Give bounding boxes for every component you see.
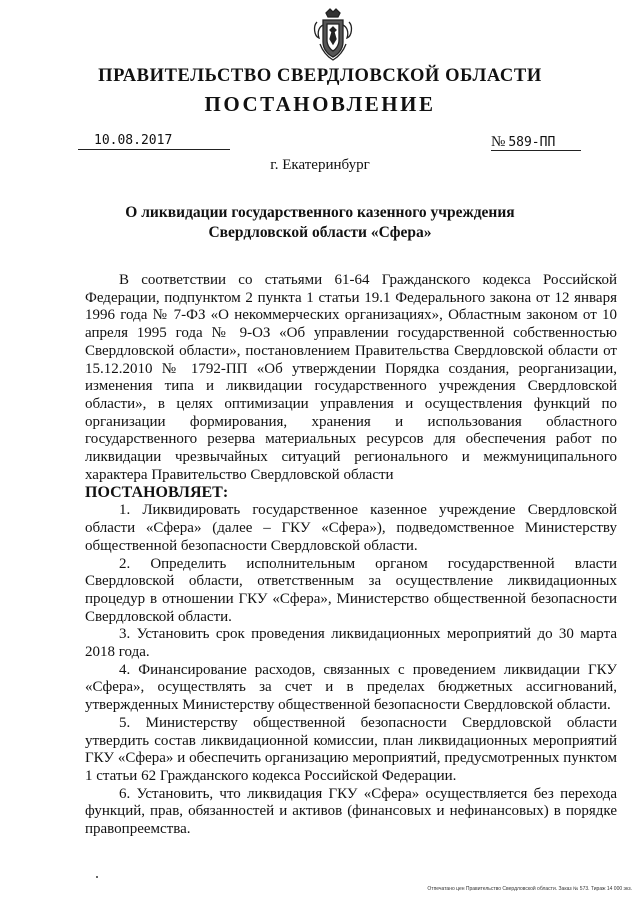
item-paragraph-4: 4. Финансирование расходов, связанных с проведением ликвидации ГКУ «Сфера», осуществлять за счет и в пределах бюджетных ассигнований, утвержденных Министерству общественной безопасности Свердловской области.	[85, 661, 617, 714]
scan-dot	[96, 876, 98, 878]
item-paragraph-6: 6. Установить, что ликвидация ГКУ «Сфера» осуществляется без перехода функций, прав, обязанностей и активов (финансовых и нефинансовых) в порядке правопреемства.	[85, 785, 617, 838]
city-name: г. Екатеринбург	[270, 157, 370, 173]
preamble-paragraph: В соответствии со статьями 61-64 Гражданского кодекса Российской Федерации, подпунктом 2 пункта 1 статьи 19.1 Федерального закона от 12 января 1996 года № 7-ФЗ «О некоммерческих организациях», Областным законом от 10 апреля 1995 года № 9-ОЗ «Об управлении государственной собственностью Свердловской области», постановлением Правительства Свердловской области от 15.12.2010 № 1792-ПП «Об утверждении Порядка создания, реорганизации, изменения типа и ликвидации государственного учреждения Свердловской области», в целях оптимизации управления и осуществления функций по организации формирования, хранения и использования областного государственного резерва материальных ресурсов для обеспечения работ по ликвидации чрезвычайных ситуаций регионального и межмуниципального характера Правительство Свердловской области	[85, 272, 617, 483]
document-body	[85, 272, 617, 839]
print-note: Отпечатано цен Правительство Свердловской области. Заказ № 573. Тираж 14 000 экз.	[427, 886, 632, 892]
item-paragraph-2: 2. Определить исполнительным органом государственной власти Свердловской области, ответственным за осуществление ликвидационных процедур в отношении ГКУ «Сфера», Министерство общественной безопасности Свердловской области.	[85, 555, 617, 625]
government-title: ПРАВИТЕЛЬСТВО СВЕРДЛОВСКОЙ ОБЛАСТИ	[98, 66, 542, 86]
subject-line-2: Свердловской области «Сфера»	[208, 224, 432, 241]
item-paragraph-1: 1. Ликвидировать государственное казенное учреждение Свердловской области «Сфера» (далее – ГКУ «Сфера»), подведомственное Министерству общественной безопасности Свердловской области.	[85, 502, 617, 554]
document-number-field	[491, 133, 581, 151]
resolves-heading: ПОСТАНОВЛЯЕТ:	[85, 484, 229, 502]
document-subject	[100, 203, 540, 243]
coat-of-arms-icon	[311, 8, 355, 62]
document-number: 589-ПП	[508, 135, 556, 150]
item-paragraph-5: 5. Министерству общественной безопасности Свердловской области утвердить состав ликвидационной комиссии, план ликвидационных мероприятий ГКУ «Сфера» и обеспечить организацию мероприятий, предусмотренных пунктом 1 статьи 62 Гражданского кодекса Российской Федерации.	[85, 714, 617, 784]
subject-line-1: О ликвидации государственного казенного учреждения	[125, 204, 515, 221]
item-paragraph-3: 3. Установить срок проведения ликвидационных мероприятий до 30 марта 2018 года.	[85, 626, 617, 661]
number-sign: №	[491, 134, 506, 150]
document-date: 10.08.2017	[78, 133, 230, 150]
document-type-title: ПОСТАНОВЛЕНИЕ	[204, 92, 436, 116]
